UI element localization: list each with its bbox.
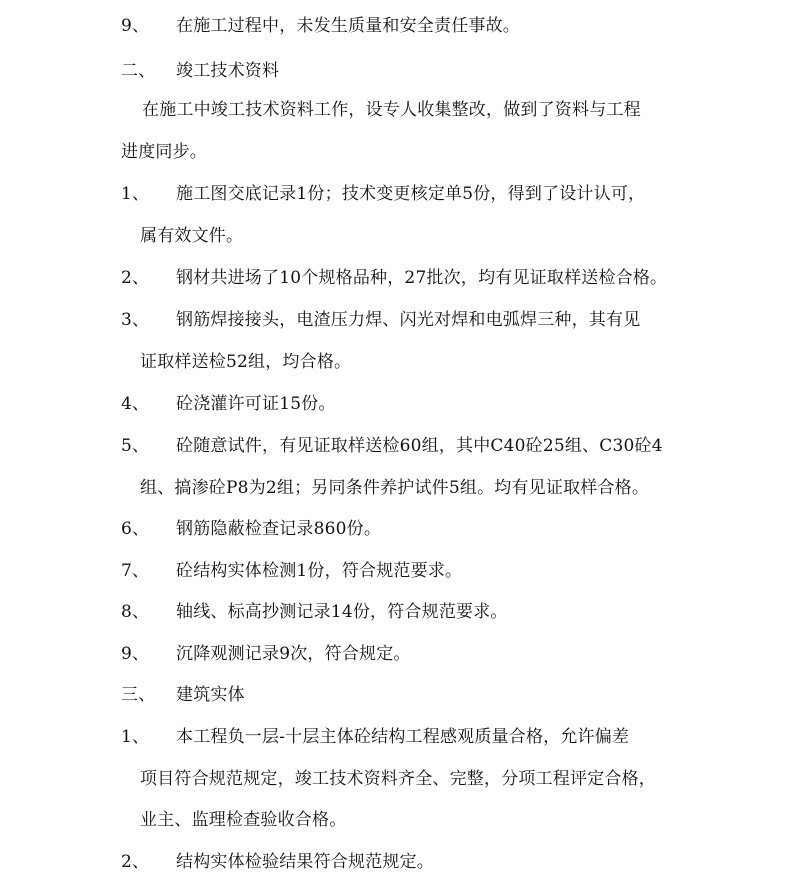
section-title: 竣工技术资料 xyxy=(176,61,280,81)
section-number: 三、 xyxy=(121,685,156,705)
item-text: 在施工过程中，未发生质量和安全责任事故。 xyxy=(176,16,520,36)
item-number: 3、 xyxy=(121,310,150,330)
item-text-continued: 证取样送检52组，均合格。 xyxy=(140,352,352,372)
item-text-continued: 项目符合规范规定，竣工技术资料齐全、完整，分项工程评定合格， xyxy=(140,769,656,789)
item-number: 4、 xyxy=(121,394,150,414)
paragraph-line: 进度同步。 xyxy=(121,142,207,162)
item-number: 1、 xyxy=(121,184,150,204)
item-number: 2、 xyxy=(121,852,150,872)
item-number: 7、 xyxy=(121,561,150,581)
item-text-continued: 组、搞渗砼P8为2组；另同条件养护试件5组。均有见证取样合格。 xyxy=(140,478,650,498)
item-text: 沉降观测记录9次，符合规定。 xyxy=(176,644,411,664)
section-number: 二、 xyxy=(121,61,156,81)
paragraph-line: 在施工中竣工技术资料工作，设专人收集整改，做到了资料与工程 xyxy=(142,100,641,120)
item-text: 结构实体检验结果符合规范规定。 xyxy=(176,852,434,872)
item-number: 1、 xyxy=(121,727,150,747)
item-text: 钢筋隐蔽检查记录860份。 xyxy=(176,519,382,539)
item-text: 钢材共进场了10个规格品种，27批次，均有见证取样送检合格。 xyxy=(176,268,668,288)
item-text: 砼结构实体检测1份，符合规范要求。 xyxy=(176,561,463,581)
item-text-continued: 业主、监理检查验收合格。 xyxy=(140,810,347,830)
item-number: 5、 xyxy=(121,436,150,456)
item-text: 本工程负一层-十层主体砼结构工程感观质量合格，允许偏差 xyxy=(176,727,630,747)
item-text-continued: 属有效文件。 xyxy=(140,226,244,246)
item-number: 8、 xyxy=(121,602,150,622)
item-text: 砼浇灌许可证15份。 xyxy=(176,394,336,414)
item-text: 施工图交底记录1份；技术变更核定单5份，得到了设计认可， xyxy=(176,184,646,204)
item-number: 9、 xyxy=(121,644,150,664)
item-number: 2、 xyxy=(121,268,150,288)
item-number: 9、 xyxy=(121,16,150,36)
item-text: 轴线、标高抄测记录14份，符合规范要求。 xyxy=(176,602,508,622)
section-title: 建筑实体 xyxy=(176,685,245,705)
item-number: 6、 xyxy=(121,519,150,539)
item-text: 砼随意试件，有见证取样送检60组，其中C40砼25组、C30砼4 xyxy=(176,436,663,456)
item-text: 钢筋焊接接头，电渣压力焊、闪光对焊和电弧焊三种，其有见 xyxy=(176,310,641,330)
